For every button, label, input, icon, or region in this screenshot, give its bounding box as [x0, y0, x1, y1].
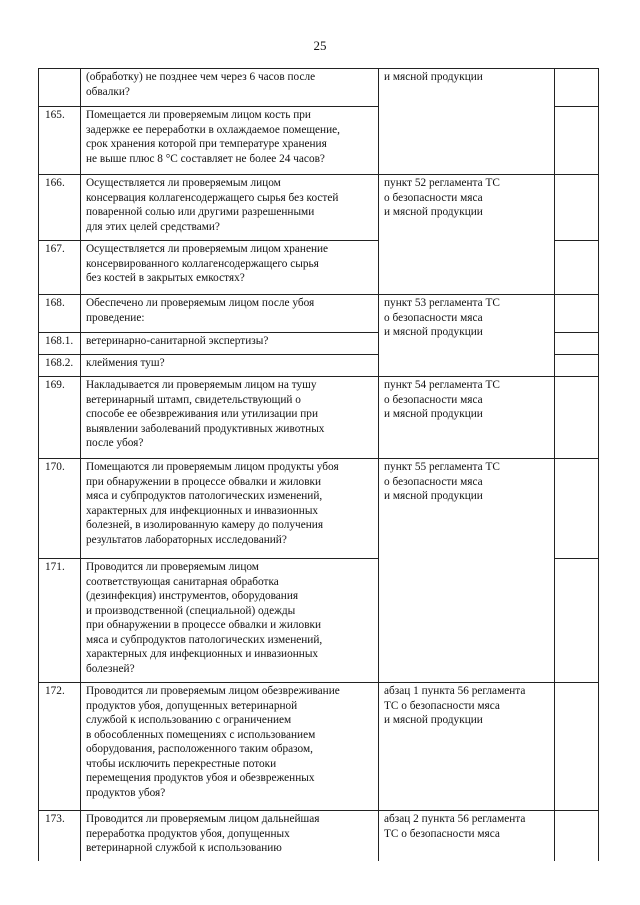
row-blank-cell — [555, 377, 599, 459]
row-question: Проводится ли проверяемым лицом соответствующая санитарная обработка (дезинфекция) инструментов, оборудования и производственной (специальной) одежды при обнаружении в процессе обвалки и жиловки мяса и субпродуктов патологических изменений, характерных для инфекционных и инвазионных болезней? — [81, 559, 379, 683]
row-question: Проводится ли проверяемым лицом дальнейшая переработка продуктов убоя, допущенных ветеринарной службой к использованию — [81, 811, 379, 861]
row-question: Накладывается ли проверяемым лицом на тушу ветеринарный штамп, свидетельствующий о способе ее обезвреживания или утилизации при выявлении заболеваний продуктивных животных после убоя? — [81, 377, 379, 459]
row-reference: и мясной продукции — [379, 69, 555, 175]
row-blank-cell — [555, 241, 599, 295]
row-number: 165. — [39, 107, 81, 175]
row-blank-cell — [555, 175, 599, 241]
row-reference: абзац 1 пункта 56 регламента ТС о безопасности мяса и мясной продукции — [379, 683, 555, 811]
row-question: Проводится ли проверяемым лицом обезвреживание продуктов убоя, допущенных ветеринарной службой к использованию с ограничением в обособленных помещениях с использованием оборудования, расположенного таким образом, чтобы исключить перекрестные потоки перемещения продуктов убоя и обезвреженных продуктов убоя? — [81, 683, 379, 811]
row-reference: абзац 2 пункта 56 регламента ТС о безопасности мяса — [379, 811, 555, 861]
row-number: 168.1. — [39, 333, 81, 355]
row-blank-cell — [555, 333, 599, 355]
table-row — [39, 683, 599, 811]
table-row — [39, 811, 599, 861]
row-blank-cell — [555, 459, 599, 559]
row-question: (обработку) не позднее чем через 6 часов после обвалки? — [81, 69, 379, 107]
row-question: клеймения туш? — [81, 355, 379, 377]
row-blank-cell — [555, 811, 599, 861]
requirements-table — [38, 68, 599, 861]
row-number: 172. — [39, 683, 81, 811]
page-number: 25 — [313, 38, 327, 53]
row-question: Обеспечено ли проверяемым лицом после убоя проведение: — [81, 295, 379, 333]
row-number: 166. — [39, 175, 81, 241]
row-number: 171. — [39, 559, 81, 683]
row-blank-cell — [555, 559, 599, 683]
row-question: ветеринарно-санитарной экспертизы? — [81, 333, 379, 355]
row-number: 169. — [39, 377, 81, 459]
table-row — [39, 459, 599, 559]
row-blank-cell — [555, 69, 599, 107]
table-row — [39, 377, 599, 459]
row-question: Помещаются ли проверяемым лицом продукты убоя при обнаружении в процессе обвалки и жиловки мяса и субпродуктов патологических изменений, характерных для инфекционных и инвазионных болезней, в изолированную камеру до получения результатов лабораторных исследований? — [81, 459, 379, 559]
row-number: 167. — [39, 241, 81, 295]
table-row — [39, 69, 599, 107]
row-reference: пункт 55 регламента ТС о безопасности мяса и мясной продукции — [379, 459, 555, 683]
row-reference: пункт 53 регламента ТС о безопасности мяса и мясной продукции — [379, 295, 555, 377]
row-blank-cell — [555, 683, 599, 811]
row-blank-cell — [555, 295, 599, 333]
row-number: 173. — [39, 811, 81, 861]
table-row — [39, 175, 599, 241]
table-row — [39, 295, 599, 333]
row-question: Помещается ли проверяемым лицом кость при задержке ее переработки в охлаждаемое помещение, срок хранения которой при температуре хранения не выше плюс 8 °С составляет не более 24 часов? — [81, 107, 379, 175]
row-question: Осуществляется ли проверяемым лицом хранение консервированного коллагенсодержащего сырья без костей в закрытых емкостях? — [81, 241, 379, 295]
row-number: 168.2. — [39, 355, 81, 377]
row-number: 168. — [39, 295, 81, 333]
row-blank-cell — [555, 355, 599, 377]
row-question: Осуществляется ли проверяемым лицом консервация коллагенсодержащего сырья без костей поваренной солью или другими разрешенными для этих целей средствами? — [81, 175, 379, 241]
row-number: 170. — [39, 459, 81, 559]
row-reference: пункт 52 регламента ТС о безопасности мяса и мясной продукции — [379, 175, 555, 295]
row-number — [39, 69, 81, 107]
row-reference: пункт 54 регламента ТС о безопасности мяса и мясной продукции — [379, 377, 555, 459]
row-blank-cell — [555, 107, 599, 175]
